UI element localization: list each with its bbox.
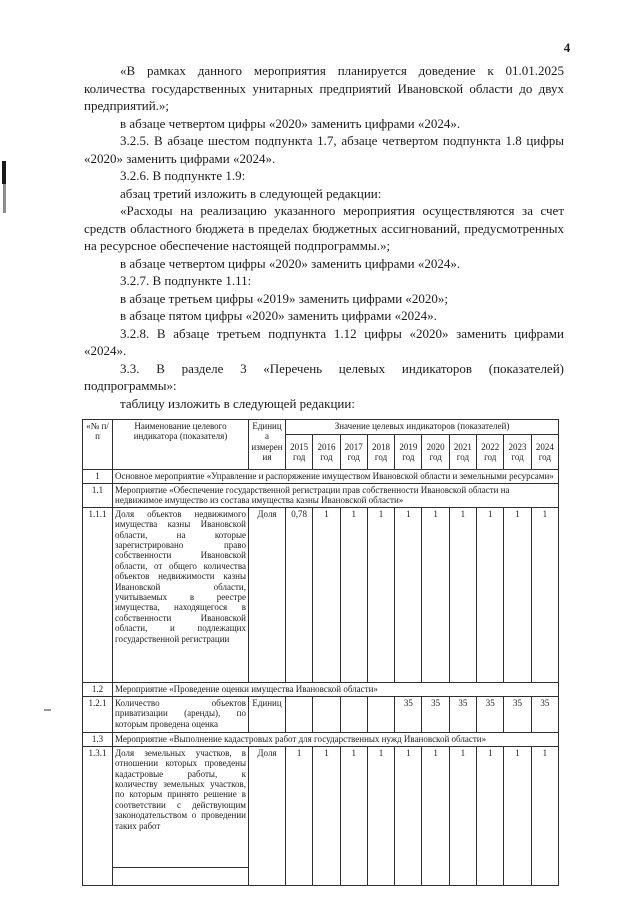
spacer-row xyxy=(83,867,559,885)
indicator-unit: Доля xyxy=(249,746,286,867)
indicator-value-2024: 35 xyxy=(531,696,558,732)
indicator-value-2020: 35 xyxy=(422,696,449,732)
spacer-cell xyxy=(286,867,313,885)
spacer-cell xyxy=(83,867,113,885)
indicator-name: Доля земельных участков, в отношении которых проведены кадастровые работы, к количеству земельных участков, по которым принято решение в соответствии с действующим законодательством о проведении таких работ xyxy=(113,746,249,867)
indicator-unit: Доля xyxy=(249,507,286,682)
paragraph: в абзаце четвертом цифры «2020» заменить цифрами «2024». xyxy=(120,255,461,271)
indicator-value-2016: 1 xyxy=(313,507,340,682)
indicator-value-2018: 1 xyxy=(367,746,394,867)
spacer-cell xyxy=(340,867,367,885)
indicator-value-2019: 35 xyxy=(395,696,422,732)
col-header-year-2015: 2015 год xyxy=(286,435,313,470)
indicator-value-2021: 35 xyxy=(449,696,476,732)
col-header-year-2023: 2023 год xyxy=(504,435,531,470)
col-header-num: «№ п/п xyxy=(83,420,113,470)
indicator-name: Доля объектов недвижимого имущества казны Ивановской области, на которые зарегистрировано право собственности Ивановской области, от общего количества объектов недвижимости казны Ивановской области, учитываемых в реестре имущества, находящегося в собственности Ивановской области, и подлежащих государственной регистрации xyxy=(113,507,249,682)
paragraph: 3.2.8. В абзаце третьем подпункта 1.12 цифры «2020» заменить цифрами «2024». xyxy=(84,325,564,358)
col-header-year-2019: 2019 год xyxy=(395,435,422,470)
indicator-value-2020: 1 xyxy=(422,746,449,867)
indicator-value-2021: 1 xyxy=(449,746,476,867)
paragraph: таблицу изложить в следующей редакции: xyxy=(120,395,355,411)
indicator-value-2017 xyxy=(340,696,367,732)
spacer-cell xyxy=(249,867,286,885)
table-row xyxy=(83,470,559,484)
spacer-cell xyxy=(422,867,449,885)
row-num: 1.1.1 xyxy=(83,507,113,682)
table-row xyxy=(83,696,559,732)
indicator-value-2022: 1 xyxy=(477,746,504,867)
paragraph: 3.2.7. В подпункте 1.11: xyxy=(120,273,252,288)
row-num: 1.2 xyxy=(83,682,113,696)
indicator-value-2021: 1 xyxy=(449,507,476,682)
col-header-year-2020: 2020 год xyxy=(422,435,449,470)
indicator-value-2015: 0,78 xyxy=(286,507,313,682)
indicator-value-2017: 1 xyxy=(340,746,367,867)
paragraph: 3.2.5. В абзаце шестом подпункта 1.7, абзаце четвертом подпункта 1.8 цифры «2020» заменить цифрами «2024». xyxy=(84,133,564,166)
page-number: 4 xyxy=(563,40,571,55)
indicator-value-2024: 1 xyxy=(531,507,558,682)
col-header-year-2018: 2018 год xyxy=(367,435,394,470)
table-row xyxy=(83,746,559,867)
scan-artifact xyxy=(2,161,6,184)
indicator-value-2022: 1 xyxy=(477,507,504,682)
table-row xyxy=(83,484,559,508)
col-header-unit: Единица измерения xyxy=(249,420,286,470)
spacer-cell xyxy=(367,867,394,885)
indicator-name: Количество объектов приватизации (аренды), по которым проведена оценка xyxy=(113,696,249,732)
indicator-unit: Единиц xyxy=(249,696,286,732)
indicator-value-2016: 1 xyxy=(313,746,340,867)
section-title: Мероприятие «Выполнение кадастровых работ для государственных нужд Ивановской области» xyxy=(113,732,559,746)
spacer-cell xyxy=(504,867,531,885)
indicator-value-2018: 1 xyxy=(367,507,394,682)
indicator-value-2016 xyxy=(313,696,340,732)
spacer-cell xyxy=(113,867,249,885)
spacer-cell xyxy=(477,867,504,885)
paragraph: в абзаце четвертом цифры «2020» заменить цифрами «2024». xyxy=(120,115,461,131)
spacer-cell xyxy=(395,867,422,885)
table-row xyxy=(83,507,559,682)
section-title: Мероприятие «Обеспечение государственной регистрации прав собственности Ивановской области на недвижимое имущество из состава имущества казны Ивановской области» xyxy=(113,484,559,508)
indicator-value-2019: 1 xyxy=(395,746,422,867)
paragraph: «Расходы на реализацию указанного мероприятия осуществляются за счет средств областного бюджета в пределах бюджетных ассигнований, предусмотренных на ресурсное обеспечение настоящей подпрограммы.»; xyxy=(84,203,564,253)
row-num: 1.1 xyxy=(83,484,113,508)
scan-artifact xyxy=(3,184,6,213)
table-row xyxy=(83,732,559,746)
section-title: Основное мероприятие «Управление и распоряжение имуществом Ивановской области и земельными ресурсами» xyxy=(113,470,559,484)
indicator-value-2024: 1 xyxy=(531,746,558,867)
row-num: 1.3.1 xyxy=(83,746,113,867)
col-header-year-2022: 2022 год xyxy=(477,435,504,470)
indicator-value-2015 xyxy=(286,696,313,732)
col-header-year-2017: 2017 год xyxy=(340,435,367,470)
col-header-values-group: Значение целевых индикаторов (показателей) xyxy=(286,420,559,435)
indicator-value-2023: 1 xyxy=(504,507,531,682)
row-num: 1.2.1 xyxy=(83,696,113,732)
indicator-value-2015: 1 xyxy=(286,746,313,867)
indicator-value-2017: 1 xyxy=(340,507,367,682)
indicator-value-2023: 1 xyxy=(504,746,531,867)
spacer-cell xyxy=(313,867,340,885)
row-num: 1 xyxy=(83,470,113,484)
col-header-year-2016: 2016 год xyxy=(313,435,340,470)
col-header-name: Наименование целевого индикатора (показателя) xyxy=(113,420,249,470)
col-header-year-2024: 2024 год xyxy=(531,435,558,470)
document-body xyxy=(84,62,564,412)
spacer-cell xyxy=(449,867,476,885)
paragraph: 3.2.6. В подпункте 1.9: xyxy=(120,168,246,183)
paragraph: в абзаце пятом цифры «2020» заменить цифрами «2024». xyxy=(120,308,437,323)
row-num: 1.3 xyxy=(83,732,113,746)
indicator-value-2019: 1 xyxy=(395,507,422,682)
paragraph: «В рамках данного мероприятия планируется доведение к 01.01.2025 количества государственных унитарных предприятий Ивановской области до двух предприятий.»; xyxy=(84,63,564,113)
indicator-value-2018 xyxy=(367,696,394,732)
spacer-cell xyxy=(531,867,558,885)
section-title: Мероприятие «Проведение оценки имущества Ивановской области» xyxy=(113,682,559,696)
scan-artifact xyxy=(44,709,51,711)
indicators-table xyxy=(82,419,559,886)
indicator-value-2020: 1 xyxy=(422,507,449,682)
indicator-value-2022: 35 xyxy=(477,696,504,732)
paragraph: 3.3. В разделе 3 «Перечень целевых индикаторов (показателей) подпрограммы»: xyxy=(84,360,564,393)
paragraph: в абзаце третьем цифры «2019» заменить цифрами «2020»; xyxy=(120,290,449,306)
indicator-value-2023: 35 xyxy=(504,696,531,732)
paragraph: абзац третий изложить в следующей редакции: xyxy=(120,185,382,201)
table-row xyxy=(83,682,559,696)
col-header-year-2021: 2021 год xyxy=(449,435,476,470)
